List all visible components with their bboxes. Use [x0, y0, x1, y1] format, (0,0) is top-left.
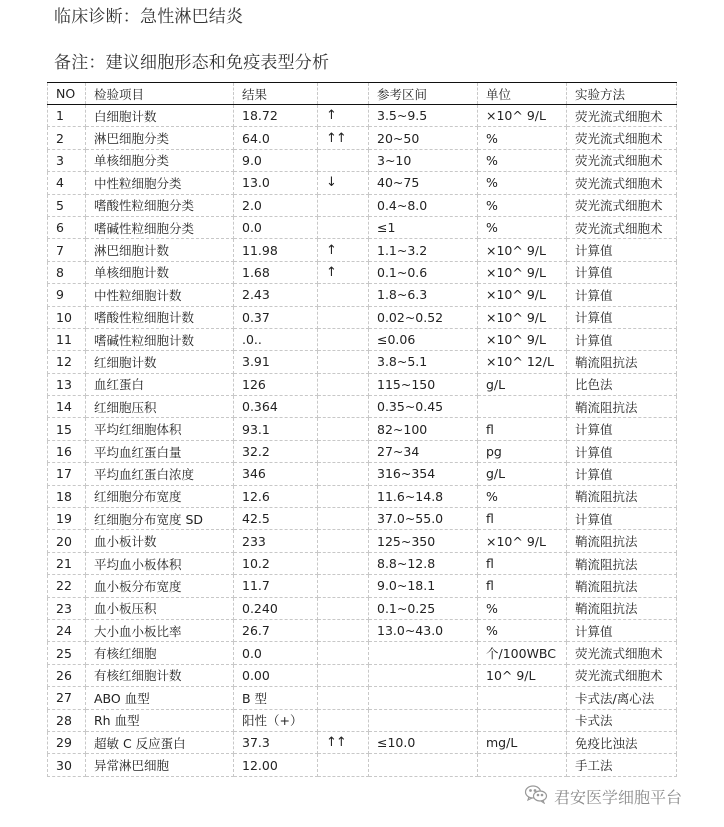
- cell-result: 2.0: [234, 194, 318, 216]
- cell-flag: ↑↑: [318, 127, 369, 149]
- table-row: [48, 351, 677, 373]
- table-row: [48, 149, 677, 171]
- cell-result: 93.1: [234, 418, 318, 440]
- table-row: [48, 328, 677, 350]
- cell-flag: [318, 709, 369, 731]
- cell-item: 嗜碱性粒细胞计数: [86, 328, 234, 350]
- cell-no: 20: [48, 530, 86, 552]
- table-row: [48, 709, 677, 731]
- cell-unit: 个/100WBC: [478, 642, 567, 664]
- cell-no: 23: [48, 597, 86, 619]
- wechat-icon: [524, 784, 548, 808]
- cell-result: 233: [234, 530, 318, 552]
- cell-method: 比色法: [567, 373, 677, 395]
- cell-reference: 0.1~0.25: [369, 597, 478, 619]
- cell-method: 荧光流式细胞术: [567, 194, 677, 216]
- table-row: [48, 575, 677, 597]
- cell-reference: 115~150: [369, 373, 478, 395]
- table-row: [48, 105, 677, 127]
- cell-unit: %: [478, 172, 567, 194]
- cell-item: 血小板压积: [86, 597, 234, 619]
- cell-unit: ×10^ 9/L: [478, 239, 567, 261]
- cell-result: 11.98: [234, 239, 318, 261]
- cell-method: 计算值: [567, 328, 677, 350]
- cell-reference: [369, 664, 478, 686]
- col-header-no: NO: [48, 83, 86, 105]
- cell-flag: [318, 597, 369, 619]
- cell-method: 荧光流式细胞术: [567, 127, 677, 149]
- cell-item: 淋巴细胞计数: [86, 239, 234, 261]
- cell-result: 阳性（+）: [234, 709, 318, 731]
- col-header-result: 结果: [234, 83, 318, 105]
- cell-no: 22: [48, 575, 86, 597]
- cell-item: 淋巴细胞分类: [86, 127, 234, 149]
- cell-item: 超敏 C 反应蛋白: [86, 731, 234, 753]
- cell-flag: [318, 575, 369, 597]
- cell-unit: fl: [478, 418, 567, 440]
- cell-item: 单核细胞计数: [86, 261, 234, 283]
- cell-result: 0.00: [234, 664, 318, 686]
- cell-flag: ↑: [318, 105, 369, 127]
- cell-unit: [478, 396, 567, 418]
- cell-flag: [318, 373, 369, 395]
- cell-result: 9.0: [234, 149, 318, 171]
- cell-reference: ≤0.06: [369, 328, 478, 350]
- cell-item: 平均血红蛋白浓度: [86, 463, 234, 485]
- cell-unit: %: [478, 619, 567, 641]
- cell-no: 15: [48, 418, 86, 440]
- cell-item: 红细胞分布宽度: [86, 485, 234, 507]
- cell-flag: [318, 619, 369, 641]
- cell-reference: 27~34: [369, 440, 478, 462]
- cell-method: 鞘流阻抗法: [567, 485, 677, 507]
- cell-reference: 8.8~12.8: [369, 552, 478, 574]
- cell-method: 卡式法: [567, 709, 677, 731]
- cell-item: 平均红细胞体积: [86, 418, 234, 440]
- cell-method: 计算值: [567, 463, 677, 485]
- cell-method: 免疫比浊法: [567, 731, 677, 753]
- cell-no: 21: [48, 552, 86, 574]
- cell-method: 计算值: [567, 619, 677, 641]
- cell-reference: ≤10.0: [369, 731, 478, 753]
- cell-flag: [318, 530, 369, 552]
- cell-item: 中性粒细胞分类: [86, 172, 234, 194]
- cell-item: 大小血小板比率: [86, 619, 234, 641]
- cell-item: 平均血小板体积: [86, 552, 234, 574]
- cell-reference: 0.35~0.45: [369, 396, 478, 418]
- cell-method: 计算值: [567, 508, 677, 530]
- cell-flag: [318, 284, 369, 306]
- cell-flag: [318, 396, 369, 418]
- cell-method: 鞘流阻抗法: [567, 396, 677, 418]
- table-row: [48, 239, 677, 261]
- clinical-diagnosis: 临床诊断：急性淋巴结炎: [54, 7, 244, 27]
- cell-item: 异常淋巴细胞: [86, 754, 234, 776]
- cell-reference: 9.0~18.1: [369, 575, 478, 597]
- table-row: [48, 552, 677, 574]
- cell-flag: [318, 418, 369, 440]
- cell-reference: 0.1~0.6: [369, 261, 478, 283]
- cell-result: .0..: [234, 328, 318, 350]
- table-row: [48, 597, 677, 619]
- table-row: [48, 216, 677, 238]
- cell-no: 25: [48, 642, 86, 664]
- cell-item: 单核细胞分类: [86, 149, 234, 171]
- cell-no: 14: [48, 396, 86, 418]
- cell-unit: ×10^ 9/L: [478, 306, 567, 328]
- cell-no: 2: [48, 127, 86, 149]
- table-row: [48, 664, 677, 686]
- cell-unit: %: [478, 194, 567, 216]
- cell-no: 16: [48, 440, 86, 462]
- table-row: [48, 306, 677, 328]
- cell-result: 42.5: [234, 508, 318, 530]
- cell-flag: [318, 149, 369, 171]
- cell-reference: 20~50: [369, 127, 478, 149]
- table-row: [48, 396, 677, 418]
- cell-flag: [318, 440, 369, 462]
- cell-result: 26.7: [234, 619, 318, 641]
- cell-unit: %: [478, 127, 567, 149]
- cell-unit: %: [478, 597, 567, 619]
- watermark-text: 君安医学细胞平台: [554, 787, 683, 807]
- cell-method: 计算值: [567, 306, 677, 328]
- cell-no: 30: [48, 754, 86, 776]
- table-row: [48, 172, 677, 194]
- cell-unit: ×10^ 9/L: [478, 105, 567, 127]
- cell-no: 3: [48, 149, 86, 171]
- cell-flag: [318, 194, 369, 216]
- cell-reference: 316~354: [369, 463, 478, 485]
- cell-method: 荧光流式细胞术: [567, 172, 677, 194]
- cell-reference: 3~10: [369, 149, 478, 171]
- cell-no: 12: [48, 351, 86, 373]
- cell-item: 血小板分布宽度: [86, 575, 234, 597]
- cell-no: 4: [48, 172, 86, 194]
- cell-result: 12.00: [234, 754, 318, 776]
- cell-unit: ×10^ 9/L: [478, 530, 567, 552]
- cell-flag: ↑: [318, 239, 369, 261]
- cell-flag: [318, 508, 369, 530]
- table-row: [48, 642, 677, 664]
- cell-flag: ↑: [318, 261, 369, 283]
- cell-reference: 3.5~9.5: [369, 105, 478, 127]
- cell-result: B 型: [234, 687, 318, 709]
- cell-result: 0.364: [234, 396, 318, 418]
- table-row: [48, 687, 677, 709]
- cell-flag: [318, 216, 369, 238]
- cell-reference: 1.8~6.3: [369, 284, 478, 306]
- cell-reference: 40~75: [369, 172, 478, 194]
- cell-reference: 3.8~5.1: [369, 351, 478, 373]
- cell-reference: 0.02~0.52: [369, 306, 478, 328]
- remark: 备注：建议细胞形态和免疫表型分析: [54, 53, 330, 73]
- cell-result: 37.3: [234, 731, 318, 753]
- cell-method: 荧光流式细胞术: [567, 664, 677, 686]
- cell-unit: g/L: [478, 463, 567, 485]
- table-row: [48, 284, 677, 306]
- cell-method: 荧光流式细胞术: [567, 105, 677, 127]
- table-row: [48, 194, 677, 216]
- cell-flag: [318, 642, 369, 664]
- watermark: [524, 784, 682, 808]
- cell-method: 计算值: [567, 261, 677, 283]
- col-header-unit: 单位: [478, 83, 567, 105]
- cell-method: 计算值: [567, 440, 677, 462]
- cell-reference: 1.1~3.2: [369, 239, 478, 261]
- cell-flag: ↓: [318, 172, 369, 194]
- cell-unit: [478, 709, 567, 731]
- cell-method: 鞘流阻抗法: [567, 530, 677, 552]
- table-row: [48, 418, 677, 440]
- table-row: [48, 261, 677, 283]
- cell-flag: [318, 328, 369, 350]
- cell-item: 血红蛋白: [86, 373, 234, 395]
- cell-item: 平均血红蛋白量: [86, 440, 234, 462]
- cell-no: 24: [48, 619, 86, 641]
- cell-no: 26: [48, 664, 86, 686]
- table-row: [48, 508, 677, 530]
- cell-flag: [318, 552, 369, 574]
- cell-method: 鞘流阻抗法: [567, 575, 677, 597]
- cell-item: 嗜碱性粒细胞分类: [86, 216, 234, 238]
- cell-no: 5: [48, 194, 86, 216]
- cell-result: 0.0: [234, 642, 318, 664]
- cell-item: 红细胞压积: [86, 396, 234, 418]
- cell-no: 7: [48, 239, 86, 261]
- table-row: [48, 373, 677, 395]
- cell-reference: 11.6~14.8: [369, 485, 478, 507]
- cell-result: 2.43: [234, 284, 318, 306]
- cell-item: ABO 血型: [86, 687, 234, 709]
- cell-unit: %: [478, 485, 567, 507]
- cell-no: 18: [48, 485, 86, 507]
- cell-reference: 13.0~43.0: [369, 619, 478, 641]
- table-row: [48, 127, 677, 149]
- cell-flag: [318, 485, 369, 507]
- table-row: [48, 731, 677, 753]
- cell-unit: ×10^ 12/L: [478, 351, 567, 373]
- table-row: [48, 485, 677, 507]
- cell-no: 9: [48, 284, 86, 306]
- cell-result: 10.2: [234, 552, 318, 574]
- cell-result: 13.0: [234, 172, 318, 194]
- cell-reference: 37.0~55.0: [369, 508, 478, 530]
- cell-no: 8: [48, 261, 86, 283]
- table-row: [48, 440, 677, 462]
- cell-item: 白细胞计数: [86, 105, 234, 127]
- cell-result: 32.2: [234, 440, 318, 462]
- cell-unit: ×10^ 9/L: [478, 328, 567, 350]
- cell-reference: 0.4~8.0: [369, 194, 478, 216]
- cell-unit: fl: [478, 552, 567, 574]
- lab-results-table: [47, 82, 677, 777]
- cell-method: 计算值: [567, 418, 677, 440]
- cell-method: 鞘流阻抗法: [567, 597, 677, 619]
- cell-reference: ≤1: [369, 216, 478, 238]
- cell-unit: 10^ 9/L: [478, 664, 567, 686]
- cell-result: 0.37: [234, 306, 318, 328]
- cell-method: 荧光流式细胞术: [567, 149, 677, 171]
- cell-no: 29: [48, 731, 86, 753]
- cell-result: 0.0: [234, 216, 318, 238]
- cell-method: 计算值: [567, 284, 677, 306]
- cell-item: 嗜酸性粒细胞计数: [86, 306, 234, 328]
- table-row: [48, 619, 677, 641]
- cell-item: 红细胞分布宽度 SD: [86, 508, 234, 530]
- cell-reference: [369, 709, 478, 731]
- cell-result: 12.6: [234, 485, 318, 507]
- cell-unit: %: [478, 216, 567, 238]
- cell-unit: g/L: [478, 373, 567, 395]
- cell-unit: [478, 687, 567, 709]
- cell-unit: pg: [478, 440, 567, 462]
- table-row: [48, 754, 677, 776]
- cell-result: 0.240: [234, 597, 318, 619]
- cell-flag: [318, 687, 369, 709]
- cell-flag: ↑↑: [318, 731, 369, 753]
- cell-no: 13: [48, 373, 86, 395]
- cell-item: 有核红细胞计数: [86, 664, 234, 686]
- cell-unit: ×10^ 9/L: [478, 261, 567, 283]
- cell-result: 11.7: [234, 575, 318, 597]
- cell-no: 1: [48, 105, 86, 127]
- cell-no: 19: [48, 508, 86, 530]
- col-header-reference: 参考区间: [369, 83, 478, 105]
- table-row: [48, 530, 677, 552]
- cell-reference: [369, 754, 478, 776]
- col-header-item: 检验项目: [86, 83, 234, 105]
- cell-method: 计算值: [567, 239, 677, 261]
- table-row: [48, 463, 677, 485]
- cell-reference: [369, 642, 478, 664]
- cell-unit: ×10^ 9/L: [478, 284, 567, 306]
- cell-no: 27: [48, 687, 86, 709]
- cell-no: 11: [48, 328, 86, 350]
- cell-method: 手工法: [567, 754, 677, 776]
- cell-result: 1.68: [234, 261, 318, 283]
- cell-no: 6: [48, 216, 86, 238]
- cell-item: Rh 血型: [86, 709, 234, 731]
- cell-result: 126: [234, 373, 318, 395]
- col-header-flag: [318, 83, 369, 105]
- cell-reference: [369, 687, 478, 709]
- cell-unit: fl: [478, 575, 567, 597]
- cell-flag: [318, 306, 369, 328]
- cell-method: 卡式法/离心法: [567, 687, 677, 709]
- cell-result: 64.0: [234, 127, 318, 149]
- cell-unit: %: [478, 149, 567, 171]
- cell-unit: mg/L: [478, 731, 567, 753]
- cell-item: 红细胞计数: [86, 351, 234, 373]
- cell-no: 17: [48, 463, 86, 485]
- cell-reference: 82~100: [369, 418, 478, 440]
- col-header-method: 实验方法: [567, 83, 677, 105]
- cell-flag: [318, 463, 369, 485]
- cell-result: 346: [234, 463, 318, 485]
- table-body: [48, 105, 677, 777]
- cell-item: 有核红细胞: [86, 642, 234, 664]
- cell-item: 血小板计数: [86, 530, 234, 552]
- cell-no: 10: [48, 306, 86, 328]
- cell-item: 中性粒细胞计数: [86, 284, 234, 306]
- cell-method: 荧光流式细胞术: [567, 216, 677, 238]
- cell-unit: [478, 754, 567, 776]
- cell-result: 3.91: [234, 351, 318, 373]
- cell-flag: [318, 664, 369, 686]
- cell-no: 28: [48, 709, 86, 731]
- cell-reference: 125~350: [369, 530, 478, 552]
- table-header-row: [48, 83, 677, 105]
- cell-item: 嗜酸性粒细胞分类: [86, 194, 234, 216]
- cell-unit: fl: [478, 508, 567, 530]
- cell-method: 鞘流阻抗法: [567, 351, 677, 373]
- cell-flag: [318, 754, 369, 776]
- cell-flag: [318, 351, 369, 373]
- cell-method: 鞘流阻抗法: [567, 552, 677, 574]
- cell-method: 荧光流式细胞术: [567, 642, 677, 664]
- cell-result: 18.72: [234, 105, 318, 127]
